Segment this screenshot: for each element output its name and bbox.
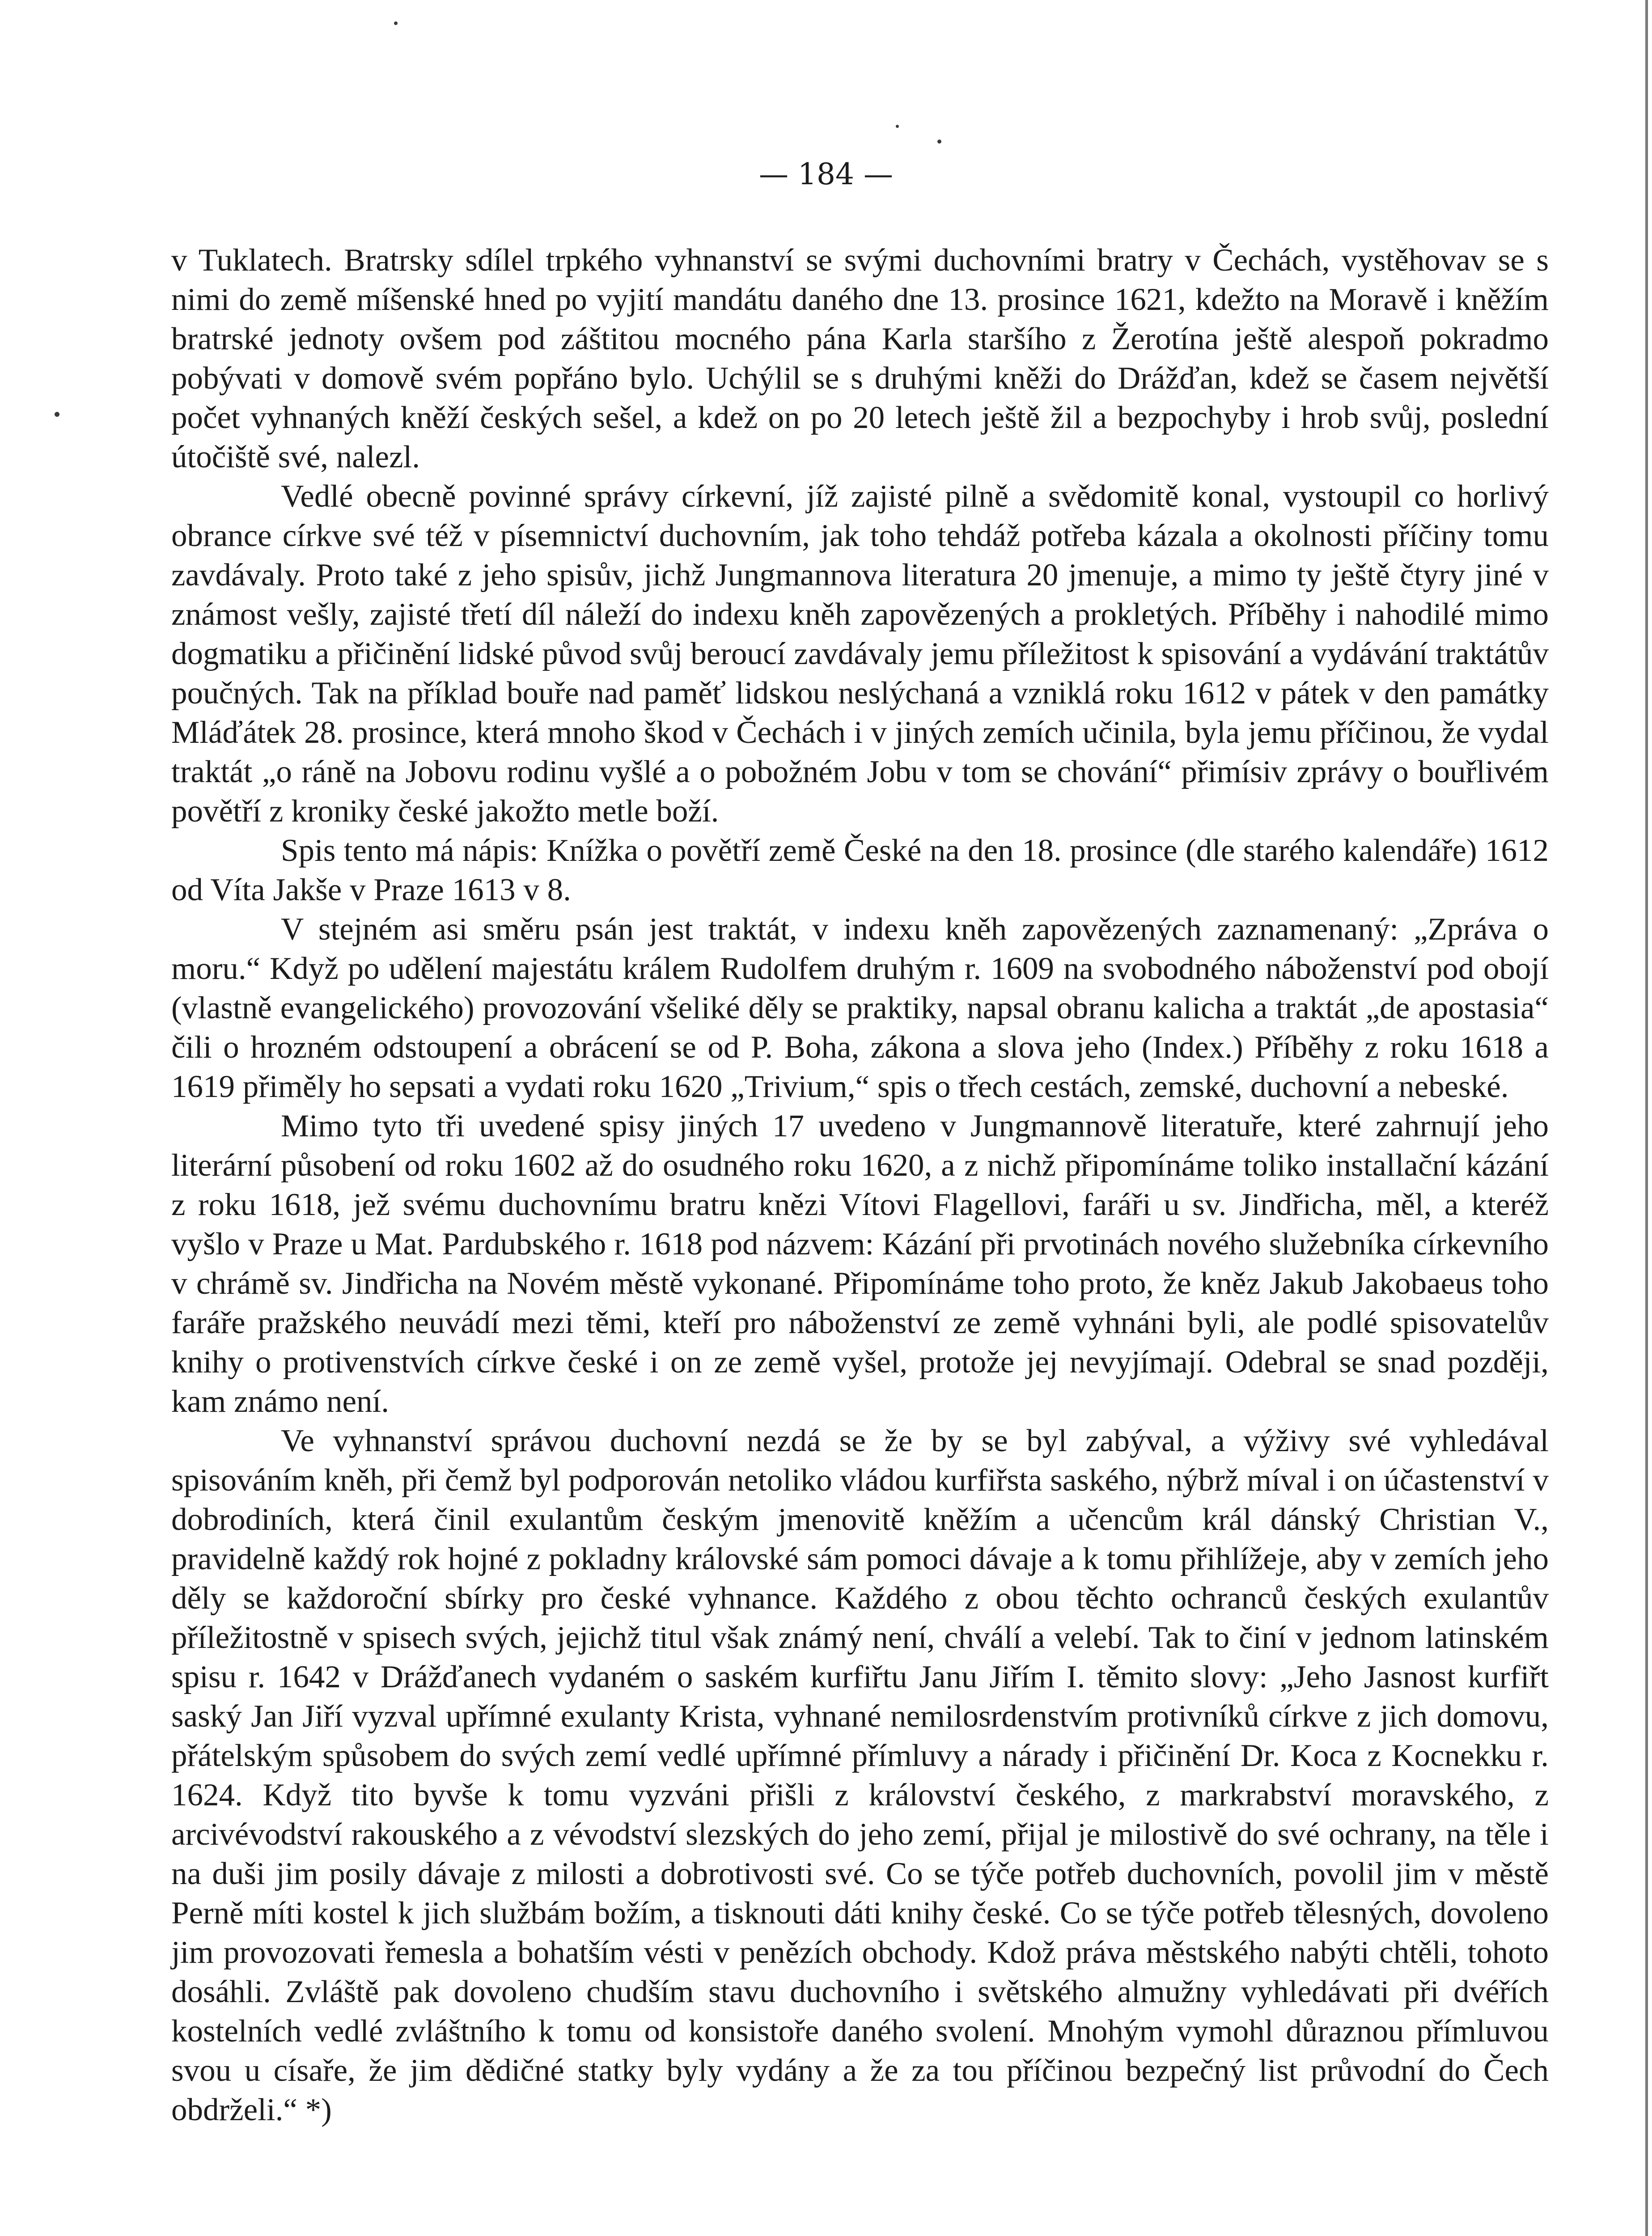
scan-speck	[55, 412, 59, 417]
page-number: — 184 —	[759, 157, 893, 191]
paragraph-4: V stejném asi směru psán jest traktát, v indexu kněh zapovězených zaznamenaný: „Zpráva o moru.“ Když po udělení majestátu králem Rudolfem druhým r. 1609 na svobodného náboženství pod obojí (vlastně evangelického) provozování všeliké děly se praktiky, napsal obranu kalicha a traktát „de apostasia“ čili o hrozném odstoupení a obrácení se od P. Boha, zákona a slova jeho (Index.) Příběhy z roku 1618 a 1619 přiměly ho sepsati a vydati roku 1620 „Trivium,“ spis o třech cestách, zemské, duchovní a nebeské.	[171, 912, 1549, 1104]
paragraph-1: v Tuklatech. Bratrsky sdílel trpkého vyhnanství se svými duchovními bratry v Čechách, vystěhovav se s nimi do země míšenské hned po vyjití mandátu daného dne 13. prosince 1621, kdežto na Moravě i kněžím bratrské jednoty ovšem pod záštitou mocného pána Karla staršího z Žerotína ještě alespoň pokradmo pobývati v domově svém popřáno bylo. Uchýlil se s druhými kněži do Drážďan, kdež se časem největší počet vyhnaných kněží českých sešel, a kdež on po 20 letech ještě žil a bezpochyby i hrob svůj, poslední útočiště své, nalezl.	[171, 243, 1549, 474]
scan-speck	[394, 21, 398, 25]
paragraph-3: Spis tento má nápis: Knížka o povětří země České na den 18. prosince (dle starého kalendáře) 1612 od Víta Jakše v Praze 1613 v 8.	[171, 833, 1549, 907]
body-text	[171, 241, 1549, 2130]
paragraph-5: Mimo tyto tři uvedené spisy jiných 17 uvedeno v Jungmannově literatuře, které zahrnují jeho literární působení od roku 1602 až do osudného roku 1620, a z nichž připomínáme toliko installační kázání z roku 1618, jež svému duchovnímu bratru knězi Vítovi Flagellovi, faráři u sv. Jindřicha, měl, a kteréž vyšlo v Praze u Mat. Pardubského r. 1618 pod názvem: Kázání při prvotinách nového služebníka církevního v chrámě sv. Jindřicha na Novém městě vykonané. Připomínáme toho proto, že kněz Jakub Jakobaeus toho faráře pražského neuvádí mezi těmi, kteří pro náboženství ze země vyhnáni byli, ale podlé spisovatelův knihy o protivenstvích církve české i on ze země vyšel, protože jej nevyjímají. Odebral se snad později, kam známo není.	[171, 1109, 1549, 1419]
scan-speck	[937, 140, 941, 144]
scan-speck	[896, 125, 899, 128]
paragraph-2: Vedlé obecně povinné správy církevní, jíž zajisté pilně a svědomitě konal, vystoupil co horlivý obrance církve své též v písemnictví duchovním, jak toho tehdáž potřeba kázala a okolnosti příčiny tomu zavdávaly. Proto také z jeho spisův, jichž Jungmannova literatura 20 jmenuje, a mimo ty ještě čtyry jiné v známost vešly, zajisté třetí díl náleží do indexu kněh zapovězených a prokletých. Příběhy i nahodilé mimo dogmatiku a přičinění lidské původ svůj beroucí zavdávaly jemu příležitost k spisování a vydávání traktátův poučných. Tak na příklad bouře nad paměť lidskou neslýchaná a vzniklá roku 1612 v pátek v den památky Mláďátek 28. prosince, která mnoho škod v Čechách i v jiných zemích učinila, byla jemu příčinou, že vydal traktát „o ráně na Jobovu rodinu vyšlé a o pobožném Jobu v tom se chování“ přimísiv zprávy o bouřlivém povětří z kroniky české jakožto metle boží.	[171, 479, 1549, 829]
paragraph-6: Ve vyhnanství správou duchovní nezdá se že by se byl zabýval, a výživy své vyhledával spisováním kněh, při čemž byl podporován netoliko vládou kurfiřsta saského, nýbrž míval i on účastenství v dobrodiních, která činil exulantům českým jmenovitě kněžím a učencům král dánský Christian V., pravidelně každý rok hojné z pokladny královské sám pomoci dávaje a k tomu přihlížeje, aby v zemích jeho děly se každoroční sbírky pro české vyhnance. Každého z obou těchto ochranců českých exulantův příležitostně v spisech svých, jejichž titul však známý není, chválí a velebí. Tak to činí v jednom latinském spisu r. 1642 v Drážďanech vydaném o saském kurfiřtu Janu Jiřím I. těmito slovy: „Jeho Jasnost kurfiřt saský Jan Jiří vyzval upřímné exulanty Krista, vyhnané nemilosrdenstvím protivníků církve z jich domovu, přátelským spůsobem do svých zemí vedlé upřímné přímluvy a nárady i přičinění Dr. Koca z Kocnekku r. 1624. Když tito byvše k tomu vyzváni přišli z království českého, z markrabství moravského, z arcivévodství rakouského a z vévodství slezských do jeho zemí, přijal je milostivě do své ochrany, na těle i na duši jim posily dávaje z milosti a dobrotivosti své. Co se týče potřeb duchovních, povolil jim v městě Perně míti kostel k jich službám božím, a tisknouti dáti knihy české. Co se týče potřeb tělesných, dovoleno jim provozovati řemesla a bohatším vésti v penězích obchody. Kdož práva městského nabýti chtěli, tohoto dosáhli. Zvláště pak dovoleno chudším stavu duchovního i světského almužny vyhledávati při dvéřích kostelních vedlé zvláštního k tomu od konsistoře daného svolení. Mnohým vymohl důraznou přímluvou svou u císaře, že jim dědičné statky byly vydány a že za tou příčinou bezpečný list průvodní do Čech obdrželi.“ *)	[171, 1423, 1549, 2127]
